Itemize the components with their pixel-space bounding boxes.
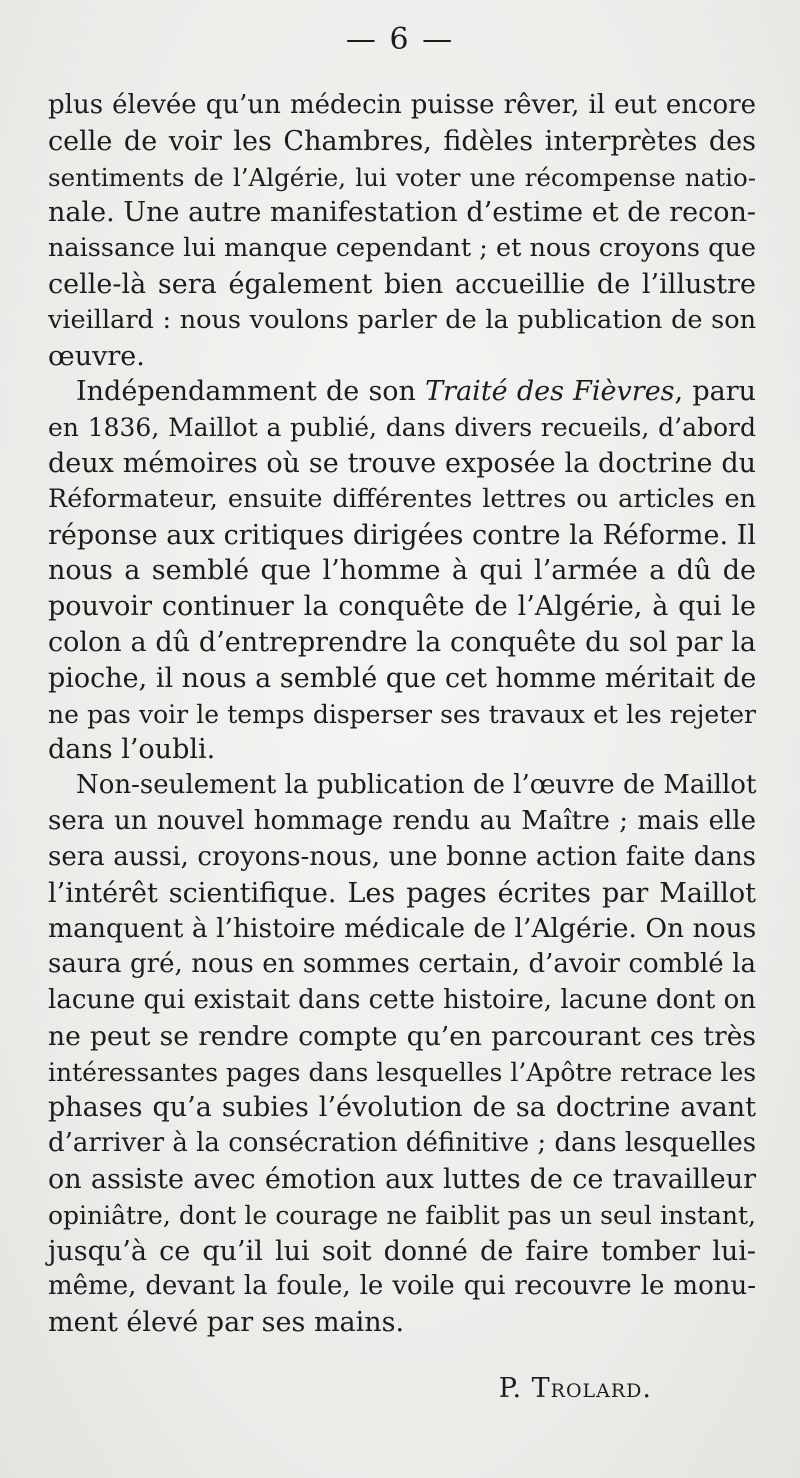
page-number: — 6 —	[345, 22, 455, 57]
text-line: ne peut se rendre compte qu’en parcourant ces très	[48, 1020, 756, 1052]
text-line: phases qu’a subies l’évolution de sa doctrine avant	[48, 1092, 756, 1124]
text-line: nale. Une autre manifestation d’estime et de recon-	[48, 197, 756, 229]
body-text	[48, 88, 756, 1341]
text-line: intéressantes pages dans lesquelles l’Apôtre retrace les	[48, 1057, 757, 1087]
text-line: ment élevé par ses mains.	[48, 1307, 405, 1339]
text-line: réponse aux critiques dirigées contre la Réforme. Il	[48, 519, 756, 551]
text-fragment: , paru	[674, 376, 756, 408]
text-line: celle-là sera également bien accueillie de l’illustre	[48, 268, 756, 300]
text-line: Non-seulement la publication de l’œuvre de Maillot	[76, 770, 757, 801]
text-line: Réformateur, ensuite différentes lettres ou articles en	[48, 483, 756, 514]
signature: P. Trolard.	[498, 1373, 652, 1404]
text-line: opiniâtre, dont le courage ne faiblit pas un seul instant,	[48, 1200, 756, 1230]
text-line: même, devant la foule, le voile qui recouvre le monu-	[48, 1271, 756, 1302]
text-line: pouvoir continuer la conquête de l’Algérie, à qui le	[48, 591, 756, 623]
text-line: on assiste avec émotion aux luttes de ce travailleur	[48, 1163, 756, 1195]
book-title: Traité des Fièvres	[425, 376, 675, 408]
text-line: manquent à l’histoire médicale de l’Algérie. On nous	[48, 913, 757, 945]
text-line: sera un nouvel hommage rendu au Maître ; mais elle	[48, 805, 756, 836]
text-line: pioche, il nous a semblé que cet homme méritait de	[48, 662, 757, 694]
text-line: ne pas voir le temps disperser ses travaux et les rejeter	[48, 699, 756, 729]
text-fragment: Indépendamment de son	[76, 376, 426, 408]
text-line: deux mémoires où se trouve exposée la doctrine du	[48, 447, 756, 479]
text-line: vieillard : nous voulons parler de la publication de son	[48, 304, 756, 335]
text-line: œuvre.	[48, 340, 145, 372]
text-line: en 1836, Maillot a publié, dans divers recueils, d’abord	[48, 413, 756, 443]
text-line: dans l’oubli.	[48, 734, 216, 766]
text-line: saura gré, nous en sommes certain, d’avoir comblé la	[48, 949, 756, 980]
text-line: colon a dû d’entreprendre la conquête du sol par la	[48, 626, 756, 658]
text-line: naissance lui manque cependant ; et nous croyons que	[48, 233, 756, 264]
text-line: nous a semblé que l’homme à qui l’armée a dû de	[48, 555, 756, 587]
text-line: celle de voir les Chambres, fidèles interprètes des	[48, 125, 756, 157]
text-line: lacune qui existait dans cette histoire, lacune dont on	[48, 984, 757, 1015]
text-line	[48, 374, 756, 410]
text-line: l’intérêt scientifique. Les pages écrites par Maillot	[48, 877, 756, 909]
text-line: plus élevée qu’un médecin puisse rêver, il eut encore	[48, 90, 756, 120]
text-line: jusqu’à ce qu’il lui soit donné de faire tomber lui-	[48, 1235, 756, 1267]
text-line: sentiments de l’Algérie, lui voter une récompense natio-	[48, 162, 756, 192]
text-line: d’arriver à la consécration définitive ; dans lesquelles	[48, 1128, 757, 1159]
text-line: sera aussi, croyons-nous, une bonne action faite dans	[48, 841, 756, 872]
